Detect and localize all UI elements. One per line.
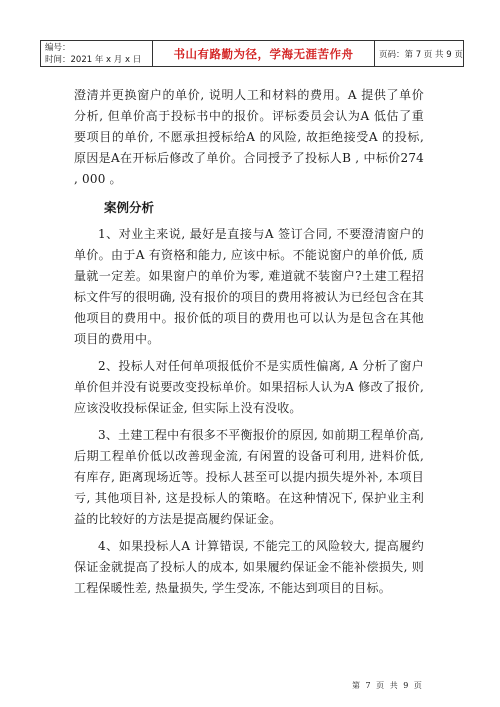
paragraph-analysis-3: 3、土建工程中有很多不平衡报价的原因, 如前期工程单价高, 后期工程单价低以改善现金流, 有闲置的设备可利用, 进料价低, 有库存, 距离现场近等。投标人甚至可以提内损失堤外补, 本项目亏, 其他项目补, 这是投标人的策略。在这种情况下, 保护业主利益的比较好的方法是提高履约保证金。 [74, 428, 424, 526]
document-number-label: 编号： [45, 42, 71, 53]
section-title: 案例分析 [104, 200, 155, 215]
paragraph-analysis-4: 4、如果投标人A 计算错误, 不能完工的风险较大, 提高履约保证金就提高了投标人的成本, 如果履约保证金不能补偿损失, 则工程保暖性差, 热量损失, 学生受冻, 不能达到项目的目标。 [74, 539, 424, 595]
paragraph-intro: 澄清并更换窗户的单价, 说明人工和材料的费用。A 提供了单价分析, 但单价高于投标书中的报价。评标委员会认为A 低估了重要项目的单价, 不愿承担授标给A 的风险, 故拒绝接受A 的投标, 原因是A在开标后修改了单价。合同授予了投标人B , 中标价274 , 000 。 [74, 88, 424, 186]
document-body [74, 85, 424, 599]
header-motto: 书山有路勤为径，学海无涯苦作舟 [153, 41, 375, 67]
header-page-info: 页码：第 7 页 共 9 页 [375, 41, 464, 67]
document-header [40, 40, 464, 67]
header-meta [41, 41, 153, 67]
document-date: 时间：2021 年 x 月 x 日 [45, 54, 142, 65]
paragraph-analysis-1: 1、对业主来说, 最好是直接与A 签订合同, 不要澄清窗户的单价。由于A 有资格和能力, 应该中标。不能说窗户的单价低, 质量就一定差。如果窗户的单价为零, 难道就不装窗户?土建工程招标文件写的很明确, 没有报价的项目的费用将被认为已经包含在其他项目的费用中。报价低的项目的费用也可以认为是包含在其他项目的费用中。 [74, 227, 424, 346]
paragraph-analysis-2: 2、投标人对任何单项报低价不是实质性偏离, A 分析了窗户单价但并没有说要改变投标单价。如果招标人认为A 修改了报价, 应该没收投标保证金, 但实际上没有没收。 [74, 359, 424, 415]
footer-page-number: 第 7 页 共 9 页 [352, 681, 424, 690]
